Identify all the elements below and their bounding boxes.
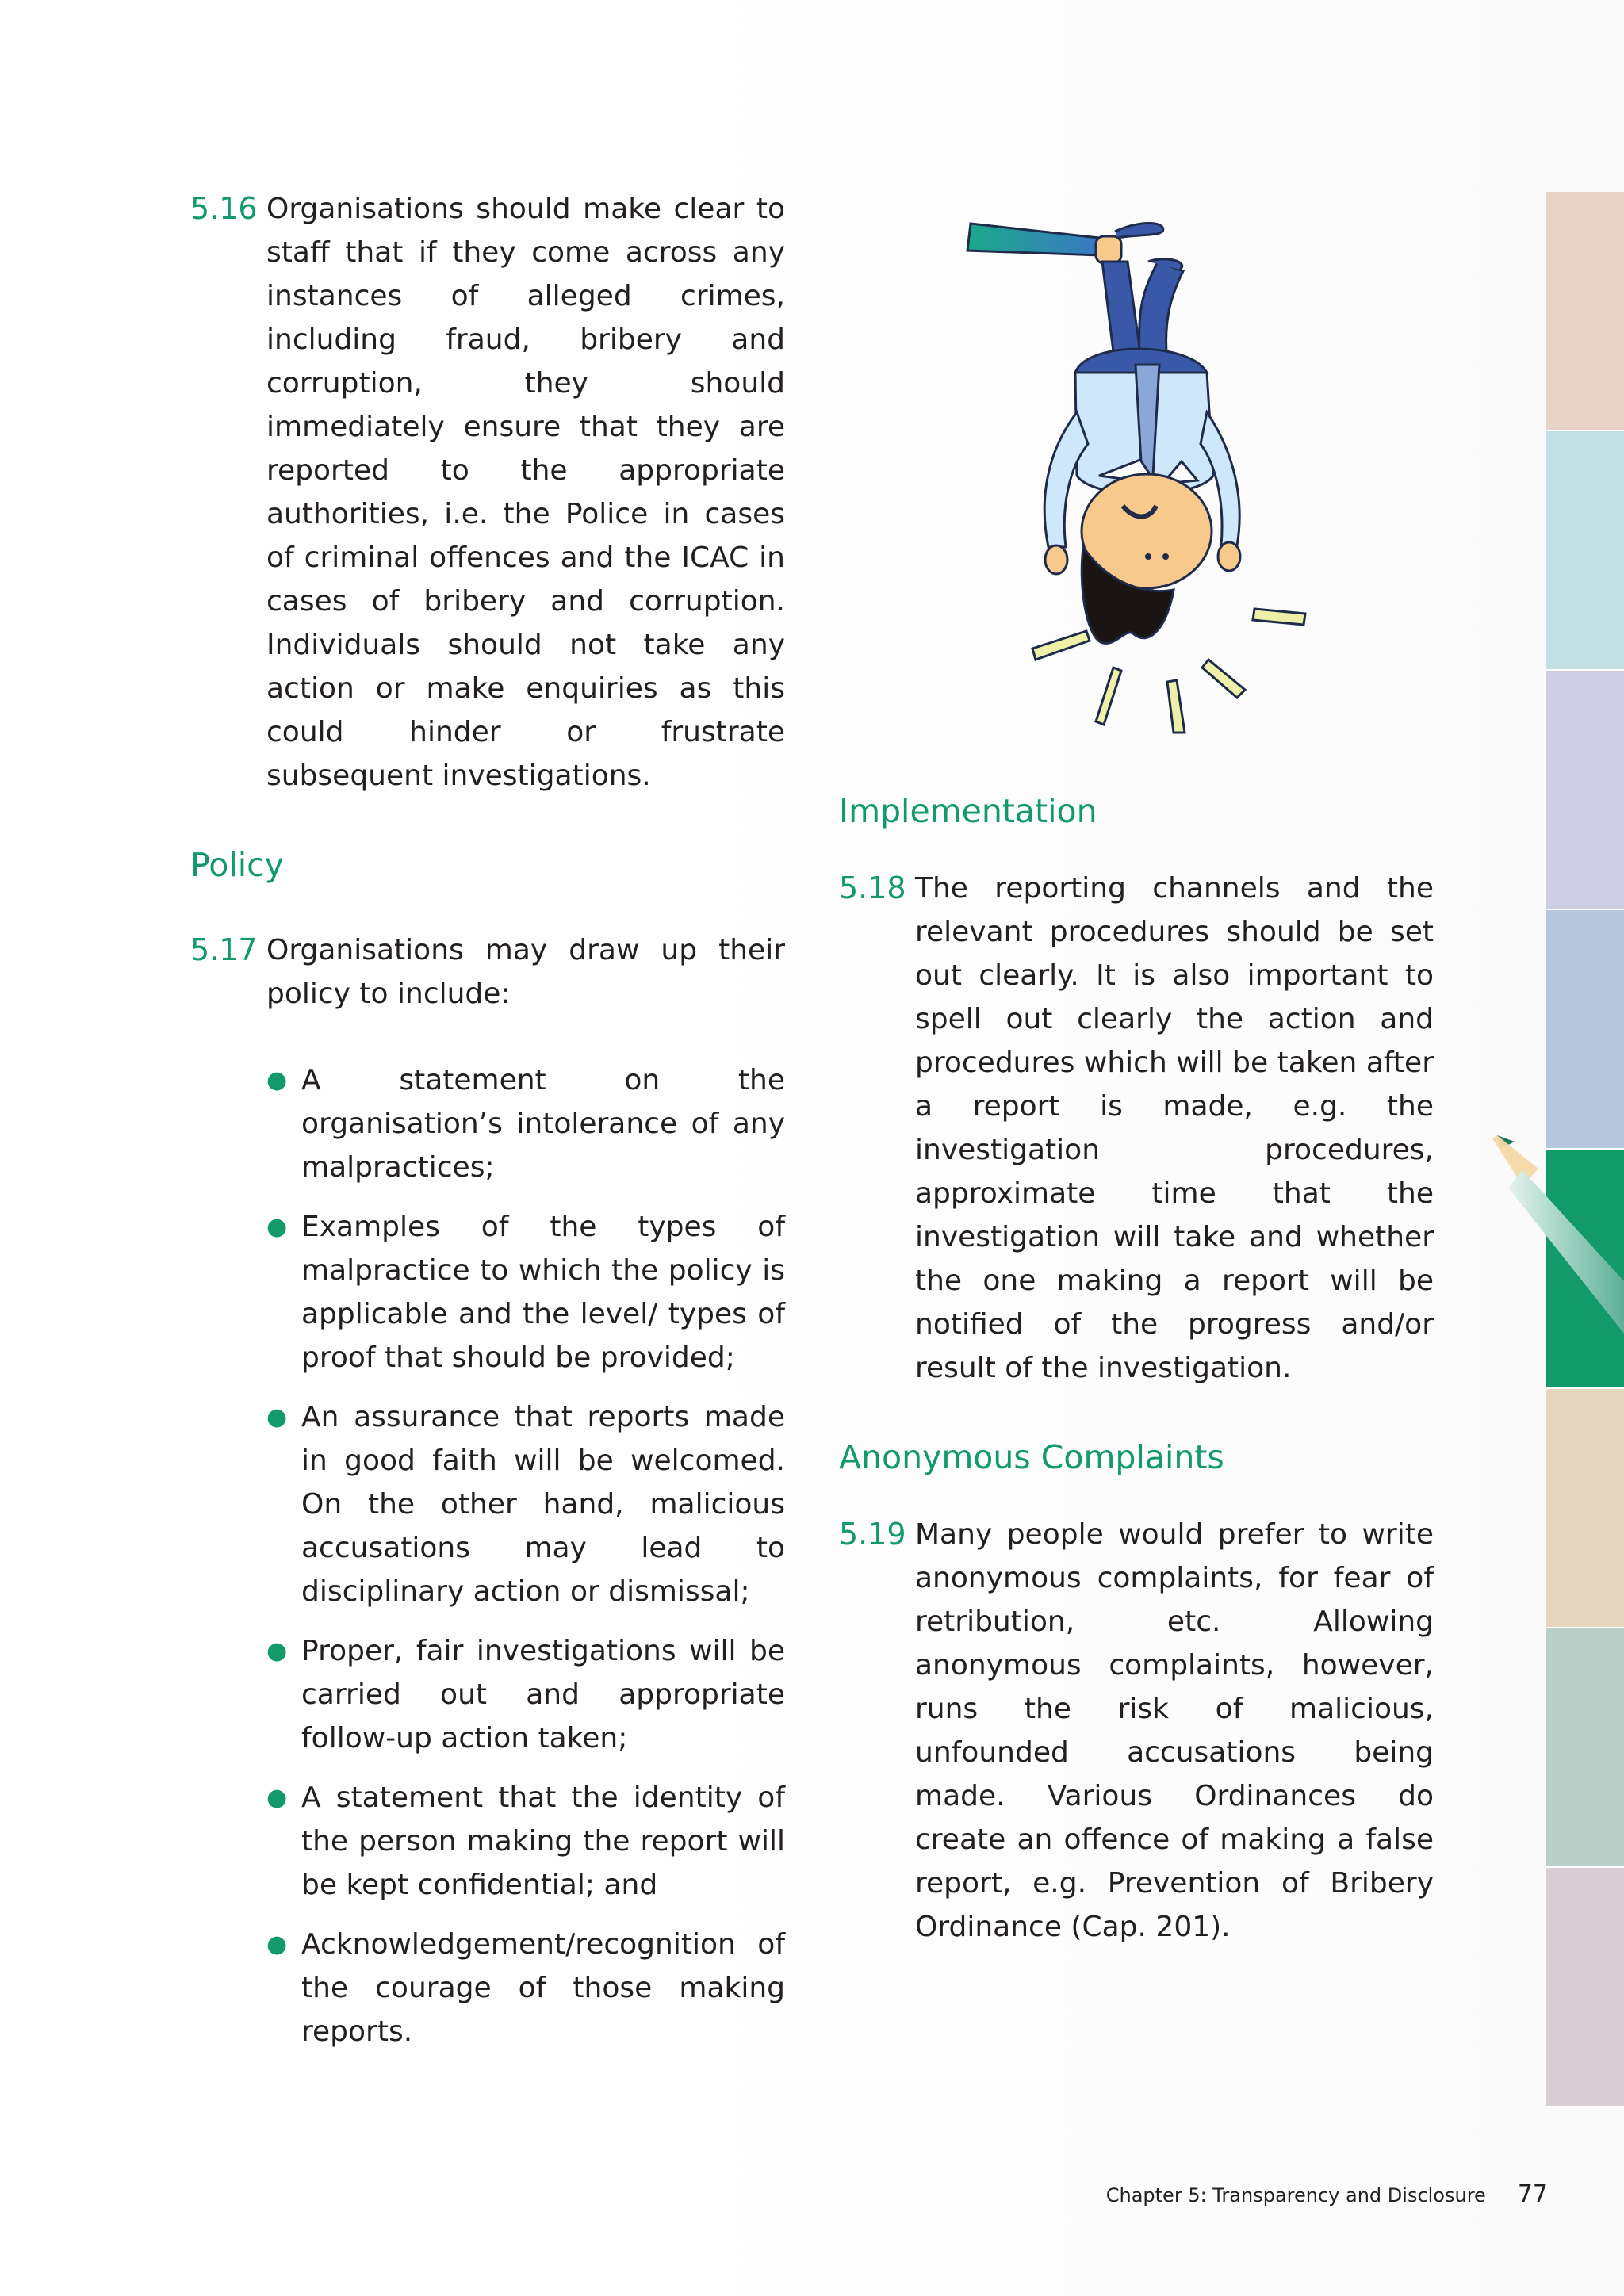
bullet-dot-icon: ● [266, 1637, 288, 1665]
paragraph-number: 5.16 [190, 191, 258, 226]
chapter-tab[interactable] [1546, 192, 1624, 431]
page-number: 77 [1517, 2180, 1548, 2208]
bullet-text: Proper, fair investigations will be carried out and appropriate follow-up action taken; [301, 1635, 785, 1755]
chapter-tab[interactable] [1546, 1389, 1624, 1628]
paragraph-5-19 [839, 1513, 1434, 1949]
bullet-text: An assurance that reports made in good faith will be welcomed. On the other hand, malicious accusations may lead to disciplinary action or dismissal; [301, 1401, 785, 1608]
paragraph-text: Many people would prefer to write anonymous complaints, for fear of retribution, etc. Allowing anonymous complaints, however, runs the risk of malicious, unfounded accusations being made. Various Ordinances do create an offence of making a false report, e.g. Prevention of Bribery Ordinance (Cap. 201). [915, 1518, 1434, 1943]
list-item [266, 1923, 785, 2053]
right-column [839, 790, 1434, 1949]
page-footer [1106, 2180, 1548, 2208]
left-column [190, 187, 785, 2069]
paragraph-5-18 [839, 867, 1434, 1390]
list-item [266, 1058, 785, 1189]
policy-bullet-list [266, 1058, 785, 2053]
section-heading-implementation: Implementation [839, 792, 1097, 830]
paragraph-text: Organisations should make clear to staff that if they come across any instances of alleged crimes, including fraud, bribery and corruption, they should immediately ensure that they are reported to the appropriate authorities, i.e. the Police in cases of criminal offences and the ICAC in cases of bribery and corruption. Individuals should not take any action or make enquiries as this could hinder or frustrate subsequent investigations. [266, 193, 785, 792]
pencil-icon [1491, 1134, 1624, 1340]
paragraph-number: 5.18 [839, 871, 906, 905]
paragraph-number: 5.19 [839, 1517, 906, 1552]
bullet-text: Acknowledgement/recognition of the courage of those making reports. [301, 1928, 785, 2048]
chapter-tab[interactable] [1546, 910, 1624, 1150]
list-item [266, 1205, 785, 1380]
paragraph-5-16 [190, 187, 785, 798]
upside-down-man-icon [959, 214, 1324, 753]
list-item [266, 1629, 785, 1760]
section-heading-anonymous-complaints: Anonymous Complaints [839, 1438, 1224, 1476]
bullet-dot-icon: ● [266, 1066, 288, 1094]
chapter-tab[interactable] [1546, 1868, 1624, 2107]
chapter-tab[interactable] [1546, 671, 1624, 910]
paragraph-number: 5.17 [190, 932, 258, 967]
footer-chapter-title: Chapter 5: Transparency and Disclosure [1105, 2184, 1486, 2206]
paragraph-5-17 [190, 928, 785, 1016]
chapter-tab[interactable] [1546, 431, 1624, 671]
bullet-text: A statement on the organisation’s intolerance of any malpractices; [301, 1064, 785, 1184]
bullet-dot-icon: ● [266, 1784, 288, 1812]
list-item [266, 1395, 785, 1613]
paragraph-text: Organisations may draw up their policy to include: [266, 934, 785, 1010]
bullet-dot-icon: ● [266, 1213, 288, 1241]
bullet-dot-icon: ● [266, 1931, 288, 1958]
paragraph-text: The reporting channels and the relevant procedures should be set out clearly. It is also important to spell out clearly the action and procedures which will be taken after a report is made, e.g. the investigation procedures, approximate time that the investigation will take and whether the one making a report will be notified of the progress and/or result of the investigation. [915, 872, 1434, 1384]
bullet-text: Examples of the types of malpractice to which the policy is applicable and the level/ types of proof that should be provided; [301, 1211, 785, 1374]
chapter-tab[interactable] [1546, 1628, 1624, 1868]
bullet-dot-icon: ● [266, 1403, 288, 1431]
bullet-text: A statement that the identity of the person making the report will be kept confidential; and [301, 1781, 785, 1901]
list-item [266, 1776, 785, 1907]
section-heading-policy: Policy [190, 846, 284, 884]
